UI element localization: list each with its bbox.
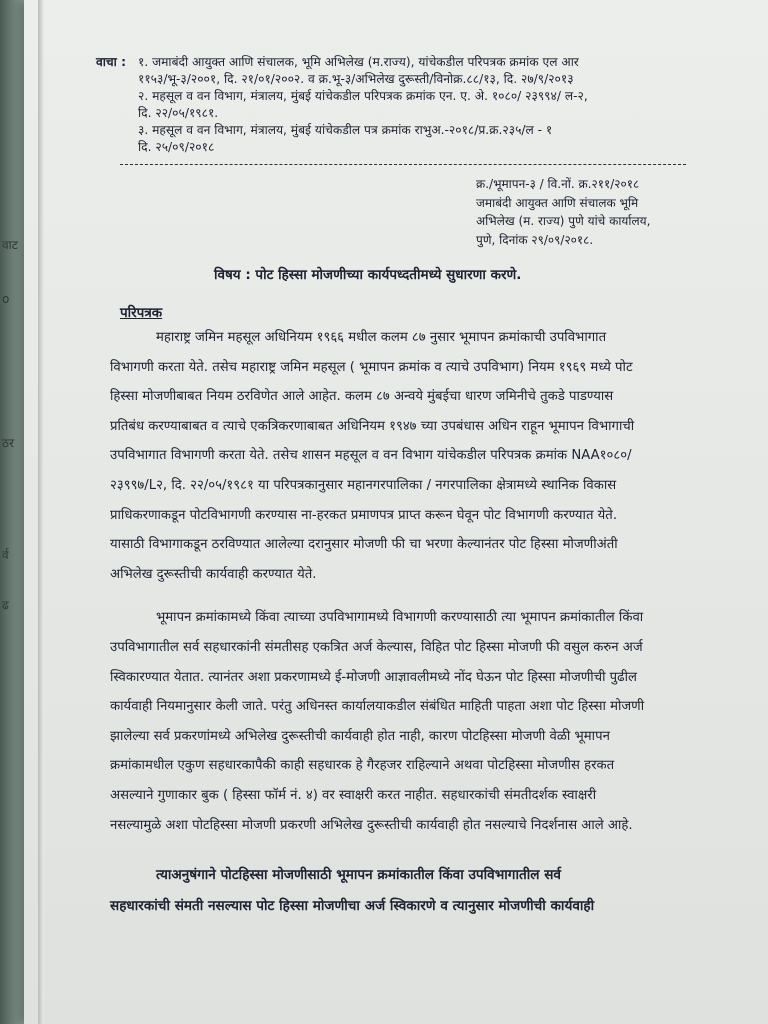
reference-item: [96, 88, 736, 122]
reference-line: ११५३/भू-३/२००१, दि. २१/०१/२००२. व क्र.भू-३/अभिलेख दुरूस्ती/विनोक्र.८८/१३, दि. २७/९/२०१३: [138, 72, 574, 86]
subject-line: विषय : पोट हिस्सा मोजणीच्या कार्यपध्दतीमध्ये सुधारणा करणे.: [214, 267, 522, 283]
document-content: [96, 54, 736, 922]
reference-block: [96, 54, 736, 156]
edge-mark: o: [2, 292, 10, 306]
edge-mark: ढ: [2, 598, 9, 612]
paragraph-line: सहधारकांची संमती नसल्यास पोट हिस्सा मोजणीचा अर्ज स्विकारणे व त्यानुसार मोजणीची कार्यवाही: [110, 898, 595, 915]
paragraph-line: उपविभागातील सर्व सहधारकांनी संमतीसह एकत्रित अर्ज केल्यास, विहित पोट हिस्सा मोजणी फी वसुल करुन अर्ज: [110, 639, 643, 655]
paragraph-line: प्रतिबंध करण्याबाबत व त्याचे एकत्रिकरणाबाबत अधिनियम १९४७ च्या उपबंधास अधिन राहून भूमापन विभागाची: [110, 418, 635, 434]
paragraph-2: [110, 603, 720, 840]
edge-mark: र्व: [2, 548, 9, 562]
paragraph-line: यासाठी विभागाकडून ठरविण्यात आलेल्या दरानुसार मोजणी फी चा भरणा केल्यानंतर पोट हिस्सा मोजणीअंती: [110, 537, 618, 553]
page-binding-edge: [38, 0, 44, 1024]
paragraph-line: त्याअनुषंगाने पोटहिस्सा मोजणीसाठी भूमापन क्रमांकातील किंवा उपविभागातील सर्व: [156, 867, 561, 884]
office-line: अभिलेख (म. राज्य) पुणे यांचे कार्यालय,: [476, 214, 651, 228]
edge-mark: ठर: [2, 436, 14, 450]
reference-line: दि. २२/०५/१९८१.: [138, 106, 219, 120]
paragraph-1: [110, 323, 720, 589]
office-block: [476, 175, 736, 249]
reference-line: १. जमाबंदी आयुक्त आणि संचालक, भूमि अभिलेख (म.राज्य), यांचेकडील परिपत्रक क्रमांक एल आर: [138, 55, 579, 69]
paragraph-line: कार्यवाही नियमानुसार केली जाते. परंतु अधिनस्त कार्यालयाकडील संबंधित माहिती पाहता अशा पोट हिस्सा मोजणी: [110, 699, 645, 715]
paragraph-line: स्विकारण्यात येतात. त्यानंतर अशा प्रकरणामध्ये ई-मोजणी आज्ञावलीमध्ये नोंद घेऊन पोट हिस्सा मोजणीची पुढील: [110, 669, 637, 685]
paragraph-3: [110, 860, 720, 922]
paragraph-line: २३९९७/L२, दि. २२/०५/१९८१ या परिपत्रकानुसार महानगरपालिका / नगरपालिका क्षेत्रामध्ये स्थानिक विकास: [110, 477, 617, 493]
dashed-separator: [120, 164, 686, 165]
paragraph-line: नसल्यामुळे अशा पोटहिस्सा मोजणी प्रकरणी अभिलेख दुरूस्तीची कार्यवाही होत नसल्याचे निदर्शनास आले आहे.: [110, 817, 633, 833]
paragraph-line: उपविभागात विभागणी करता येते. तसेच शासन महसूल व वन विभाग यांचेकडील परिपत्रक क्रमांक NAA१०८०/: [110, 448, 632, 464]
paragraph-line: अभिलेख दुरूस्तीची कार्यवाही करण्यात येते.: [110, 566, 317, 582]
office-line: जमाबंदी आयुक्त आणि संचालक भूमि: [476, 195, 639, 210]
circular-heading: परिपत्रक: [120, 305, 163, 321]
reference-line: दि. २५/०९/२०१८: [138, 140, 215, 154]
office-line: क्र./भूमापन-३ / वि.नों. क्र.२११/२०१८: [476, 177, 640, 191]
paragraph-line: हिस्सा मोजणीबाबत नियम ठरविणेत आले आहेत. कलम ८७ अन्वये मुंबईचा धारण जमिनीचे तुकडे पाडण्यास: [110, 389, 614, 405]
reference-line: ३. महसूल व वन विभाग, मंत्रालय, मुंबई यांचेकडील पत्र क्रमांक राभुअ.-२०१८/प्र.क्र.२३५/ल - १: [138, 123, 553, 137]
paragraph-line: विभागणी करता येते. तसेच महाराष्ट्र जमिन महसूल ( भूमापन क्रमांक व त्याचे उपविभाग) नियम १९६९ मध्ये पोट: [110, 359, 633, 375]
paragraph-line: झालेल्या सर्व प्रकरणांमध्ये अभिलेख दुरूस्तीची कार्यवाही होत नाही, कारण पोटहिस्सा मोजणी वेळी भूमापन: [110, 728, 610, 744]
reference-item: [96, 122, 736, 156]
paragraph-line: क्रमांकामधील एकुण सहधारकापैकी काही सहधारक हे गैरहजर राहिल्याने अथवा पोटहिस्सा मोजणीस हरकत: [110, 758, 615, 774]
paragraph-line: प्राधिकरणाकडून पोटविभागणी करण्यास ना-हरकत प्रमाणपत्र प्राप्त करून घेवून पोट विभागणी करण्यात येते.: [110, 507, 618, 523]
paragraph-line: भूमापन क्रमांकामध्ये किंवा त्याच्या उपविभागामध्ये विभागणी करण्यासाठी त्या भूमापन क्रमांकातील किंवा: [156, 610, 644, 626]
edge-mark: वाट: [2, 238, 18, 252]
reference-item: [96, 54, 736, 88]
reference-prefix: वाचा :: [96, 55, 126, 69]
paragraph-line: महाराष्ट्र जमिन महसूल अधिनियम १९६६ मधील कलम ८७ नुसार भूमापन क्रमांकाची उपविभागात: [156, 330, 607, 345]
office-line: पुणे, दिनांक २९/०९/२०१८.: [476, 232, 594, 247]
reference-line: २. महसूल व वन विभाग, मंत्रालय, मुंबई यांचेकडील परिपत्रक क्रमांक एन. ए. अे. १०८०/ २३९९४/ ल-२,: [138, 89, 588, 103]
paragraph-line: असल्याने गुणाकार बुक ( हिस्सा फॉर्म नं. ४) वर स्वाक्षरी करत नाहीत. सहधारकांची संमतीदर्शक स्वाक्षरी: [110, 787, 597, 803]
